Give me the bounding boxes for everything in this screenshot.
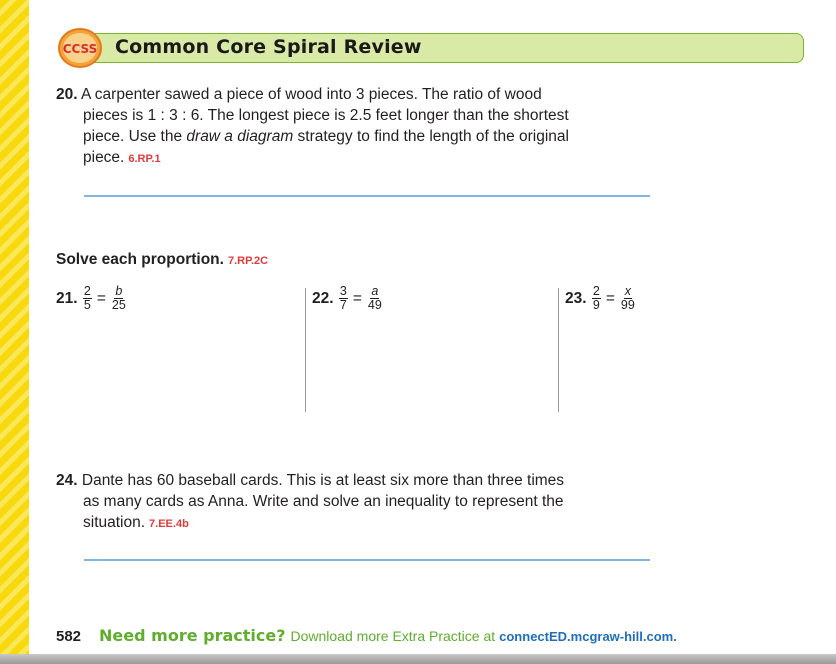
standard-code: 6.RP.1 bbox=[128, 153, 161, 165]
fraction: $\frac{3}{7}$ bbox=[339, 284, 347, 312]
problem-number: 23. bbox=[565, 289, 587, 307]
proportion-23 bbox=[565, 285, 637, 312]
problem-text-line: piece. Use the bbox=[83, 128, 187, 145]
yellow-margin-stripe bbox=[0, 0, 29, 664]
problem-text-line: piece. bbox=[83, 149, 125, 166]
problem-20 bbox=[56, 84, 656, 170]
proportion-22 bbox=[312, 285, 384, 312]
equals-sign: = bbox=[96, 289, 106, 307]
equals-sign: = bbox=[605, 289, 615, 307]
answer-line[interactable] bbox=[84, 195, 650, 197]
problem-text-line: strategy to find the length of the original bbox=[293, 128, 569, 145]
problem-number: 21. bbox=[56, 289, 78, 307]
proportion-21 bbox=[56, 285, 128, 312]
section-banner bbox=[66, 33, 804, 63]
page-footer bbox=[56, 626, 677, 645]
fraction: $\frac{2}{9}$ bbox=[592, 284, 600, 312]
problem-number: 22. bbox=[312, 289, 334, 307]
page-number: 582 bbox=[56, 628, 82, 645]
problem-text-line: A carpenter sawed a piece of wood into 3 pieces. The ratio of wood bbox=[81, 86, 542, 103]
banner-title: Common Core Spiral Review bbox=[115, 36, 422, 58]
fraction: $\frac{x}{99}$ bbox=[620, 284, 635, 312]
standard-code: 7.EE.4b bbox=[149, 518, 189, 530]
ccss-badge-icon bbox=[57, 27, 103, 69]
download-text: Download more Extra Practice at bbox=[290, 628, 496, 644]
equals-sign: = bbox=[352, 289, 362, 307]
answer-line[interactable] bbox=[84, 559, 650, 561]
bottom-scroll-bar bbox=[0, 654, 836, 664]
problem-text-line: Dante has 60 baseball cards. This is at least six more than three times bbox=[81, 472, 565, 489]
problem-text-line: situation. bbox=[83, 514, 146, 531]
problem-number: 24. bbox=[56, 472, 78, 489]
problem-number: 20. bbox=[56, 86, 78, 103]
fraction: $\frac{b}{25}$ bbox=[111, 284, 126, 312]
ccss-badge-text: CCSS bbox=[62, 42, 98, 56]
heading-text: Solve each proportion. bbox=[56, 251, 224, 268]
connected-link[interactable]: connectED.mcgraw-hill.com. bbox=[499, 629, 677, 644]
column-divider bbox=[305, 288, 306, 412]
fraction: $\frac{a}{49}$ bbox=[367, 284, 382, 312]
standard-code: 7.RP.2C bbox=[227, 255, 269, 267]
problem-text-line: pieces is 1 : 3 : 6. The longest piece is 2.5 feet longer than the shortest bbox=[83, 107, 569, 124]
fraction: $\frac{2}{5}$ bbox=[83, 284, 91, 312]
problem-24 bbox=[56, 470, 656, 535]
italic-strategy: draw a diagram bbox=[186, 128, 294, 145]
problem-text-line: as many cards as Anna. Write and solve an inequality to represent the bbox=[83, 493, 564, 510]
proportions-heading bbox=[56, 251, 268, 269]
column-divider bbox=[558, 288, 559, 412]
need-more-practice: Need more practice? bbox=[99, 626, 286, 645]
